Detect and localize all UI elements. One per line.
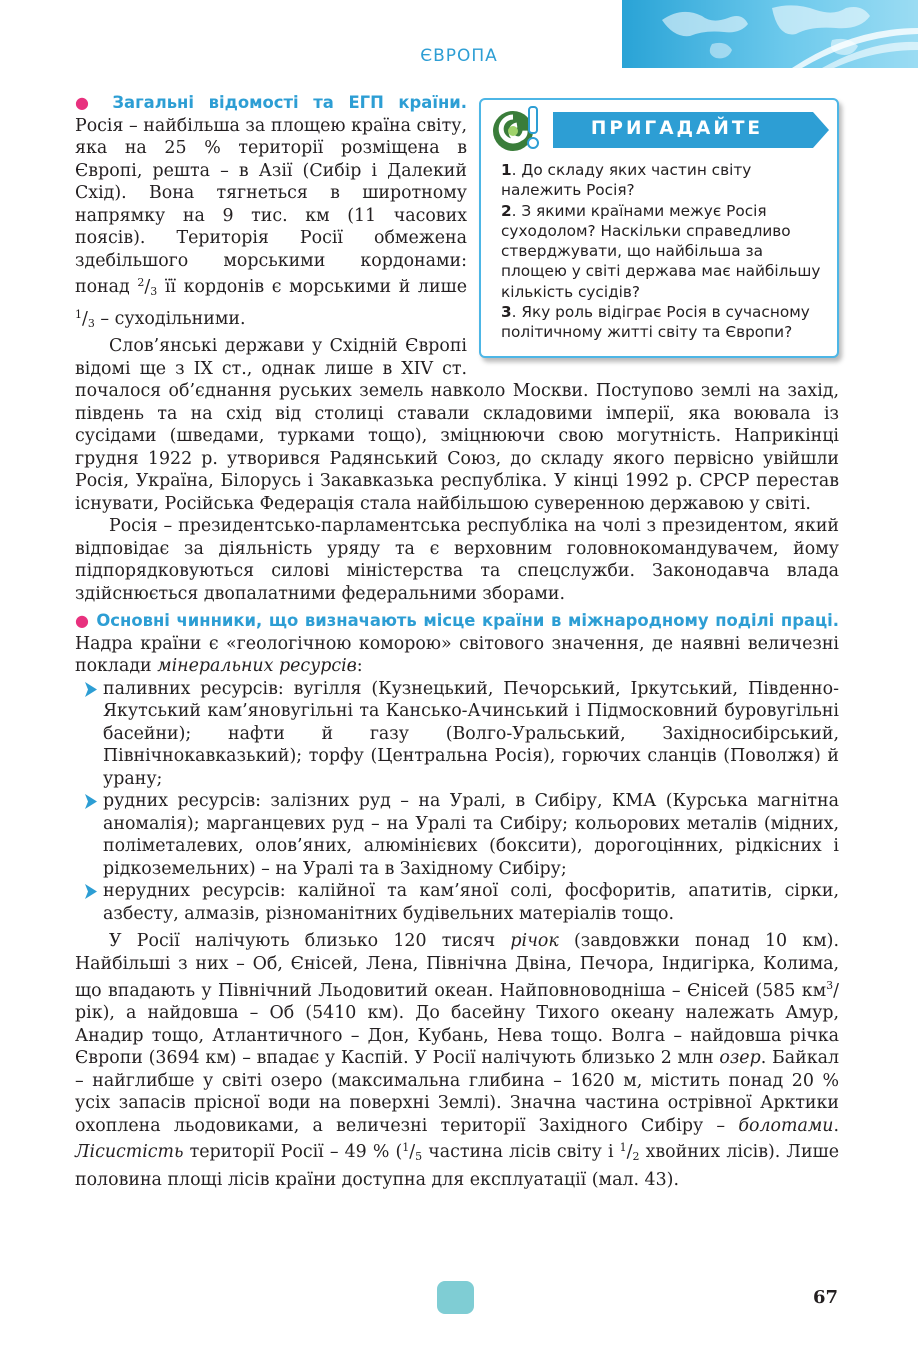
question-number: 1 xyxy=(501,161,512,179)
page-content xyxy=(75,92,839,1191)
intro-heading: Загальні відомості та ЕГП країни. xyxy=(112,93,468,112)
fraction-numerator: 2 xyxy=(137,276,145,289)
bullet-dot-icon: ● xyxy=(75,611,90,630)
intro-text-b: її кордонів є морськими й лише xyxy=(157,277,467,297)
fraction-numerator: 1 xyxy=(619,1141,627,1155)
text-run: (завдовжки понад 10 км). Найбільші з них – Об, Єнісей, Лена, Північна Двіна, Печора, Індигірка, Колима, що впадають у Північний Льодовитий океан. Найповноводніша – Єнісей (585 км xyxy=(75,931,839,1001)
remind-question xyxy=(501,201,833,302)
question-text: . Яку роль відіграє Росія в сучасному політичному житті світу та Європи? xyxy=(501,303,810,342)
superscript: 3 xyxy=(826,979,834,992)
fraction-one-fifth: $^1/_5$ xyxy=(402,1141,423,1164)
question-number: 3 xyxy=(501,303,512,322)
text-run: території Росії – 49 % ( xyxy=(183,1142,403,1163)
question-text: . До складу яких частин світу належить Росія? xyxy=(501,161,752,200)
resources-list xyxy=(75,678,839,926)
list-item xyxy=(75,678,839,791)
fraction-denominator: 3 xyxy=(87,316,95,330)
section2-heading: Основні чинники, що визначають місце країни в міжнародному поділі праці. xyxy=(96,611,839,630)
history-paragraph: Слов’янські держави у Східній Європі відомі ще з IX ст., однак лише в XIV ст. почалося об’єднання руських земель навколо Москви. Поступово землі на захід, південь та на схід від столиці ставали складовими імперії, яка воювала із сусідами (шведами, турками тощо), зміцнюючи свою могутність. Наприкінці грудня 1922 р. утворився Радянський Союз, до складу якого первісно увійшли Росія, Україна, Білорусь і Закавказька республіка. У кінці 1992 р. СРСР перестав існувати, Російська Федерація стала найбільшою суверенною державою у світі. xyxy=(75,336,839,514)
remind-idea-icon xyxy=(489,105,545,155)
text-run: . xyxy=(833,1115,839,1136)
list-item xyxy=(75,790,839,880)
fraction-numerator: 1 xyxy=(75,307,82,321)
section2-text-a: Надра країни є «геологічною коморою» світового значення, де наявні величезні поклади xyxy=(75,633,839,676)
list-item-text: рудних ресурсів: залізних руд – на Уралі, в Сибіру, КМА (Курська магнітна аномалія); марганцевих руд – на Уралі та Сибіру; кольорових металів (мідних, поліметалевих, олов’яних, алюмінієвих (боксити), дорогоцінних, рідкісних і рідкоземельних) – на Уралі та в Західному Сибіру; xyxy=(103,791,839,879)
fraction-numerator: 1 xyxy=(402,1141,410,1155)
italic-term: болотами xyxy=(738,1115,834,1136)
intro-text-a: Росія – найбільша за площею країна світу, яка на 25 % території розміщена в Європі, решта – в Азії (Сибір і Далекий Схід). Вона тягнеться в широтному напрямку на 9 тис. км (11 часових поясів). Територія Росії обмежена здебільшого морськими кордонами: понад xyxy=(75,115,467,297)
remind-box xyxy=(479,98,839,358)
italic-term: Лісистість xyxy=(75,1142,184,1163)
intro-text-c: – суходільними. xyxy=(94,308,246,329)
section2-italic: мінеральних ресурсів xyxy=(157,656,357,676)
page-number: 67 xyxy=(813,1287,839,1308)
page-marker-box xyxy=(437,1281,474,1314)
text-run: хвойних лісів). Лише половина площі лісів країни доступна для експлуатації (мал. 43). xyxy=(75,1142,839,1190)
fraction-one-half: $^1/_2$ xyxy=(619,1141,640,1164)
fraction-one-third: $^1/_3$ xyxy=(75,307,95,330)
remind-questions xyxy=(501,160,833,343)
bullet-dot-icon: ● xyxy=(75,93,98,112)
politics-paragraph: Росія – президентсько-парламентська республіка на чолі з президентом, який відповідає за діяльність уряду та є верховним головнокомандувачем, йому підпорядковуються силові міністерства та спецслужби. Законодавча влада здійснюється двопалатними федеральними зборами. xyxy=(75,516,839,604)
water-paragraph xyxy=(75,930,839,1191)
italic-term: озер xyxy=(719,1048,761,1069)
section2-text-b: : xyxy=(356,656,363,676)
remind-question xyxy=(501,302,833,343)
fraction-denominator: 2 xyxy=(632,1150,640,1164)
text-run: частина лісів світу і xyxy=(422,1142,620,1163)
chevron-right-icon xyxy=(85,884,97,899)
chevron-right-icon xyxy=(85,682,97,697)
text-run: . Байкал – найглибше у світі озеро (максимальна глибина – 1620 м, містить понад 20 % усіх запасів прісної води на поверхні Землі). Значна частина острівної Арктики охоплена льодовиками, а величезні території Західного Сибіру – xyxy=(75,1048,839,1136)
text-run: У Росії налічують близько 120 тисяч xyxy=(109,931,511,951)
remind-title: ПРИГАДАЙТЕ xyxy=(590,118,764,139)
list-item xyxy=(75,880,839,925)
remind-question xyxy=(501,160,833,201)
section-header: ЄВРОПА xyxy=(420,46,498,66)
list-item-text: нерудних ресурсів: калійної та кам’яної солі, фосфоритів, апатитів, сірки, азбесту, алмазів, різноманітних будівельних матеріалів тощо. xyxy=(103,881,839,924)
fraction-two-thirds: $^2/_3$ xyxy=(137,276,158,298)
question-text: . З якими країнами межує Росія суходолом? Наскільки справедливо стверджувати, що найбільша за площею у світі держава має найбільшу кількість сусідів? xyxy=(501,201,821,301)
list-item-text: паливних ресурсів: вугілля (Кузнецький, Печорський, Іркутський, Південно-Якутський кам’яновугільні та Кансько-Ачинський і Підмосковний буровугільні басейни); нафти й газу (Волго-Уральський, Західносибірський, Північнокавказький); торфу (Центральна Росія), горючих сланців (Поволжя) й урану; xyxy=(103,678,839,789)
italic-term: річок xyxy=(510,931,559,951)
chevron-right-icon xyxy=(85,794,97,809)
section2-paragraph xyxy=(75,610,839,678)
fraction-denominator: 3 xyxy=(150,285,158,298)
text-run: /рік), а найдовша – Об (5410 км). До басейну Тихого океану належать Амур, Анадир тощо, Атлантичного – Дон, Кубань, Нева тощо. Волга – найдовша річка Європи (3694 км) – впадає у Каспій. У Росії налічують близько 2 млн xyxy=(75,980,839,1069)
fraction-denominator: 5 xyxy=(415,1150,423,1164)
question-number: 2 xyxy=(501,201,512,220)
